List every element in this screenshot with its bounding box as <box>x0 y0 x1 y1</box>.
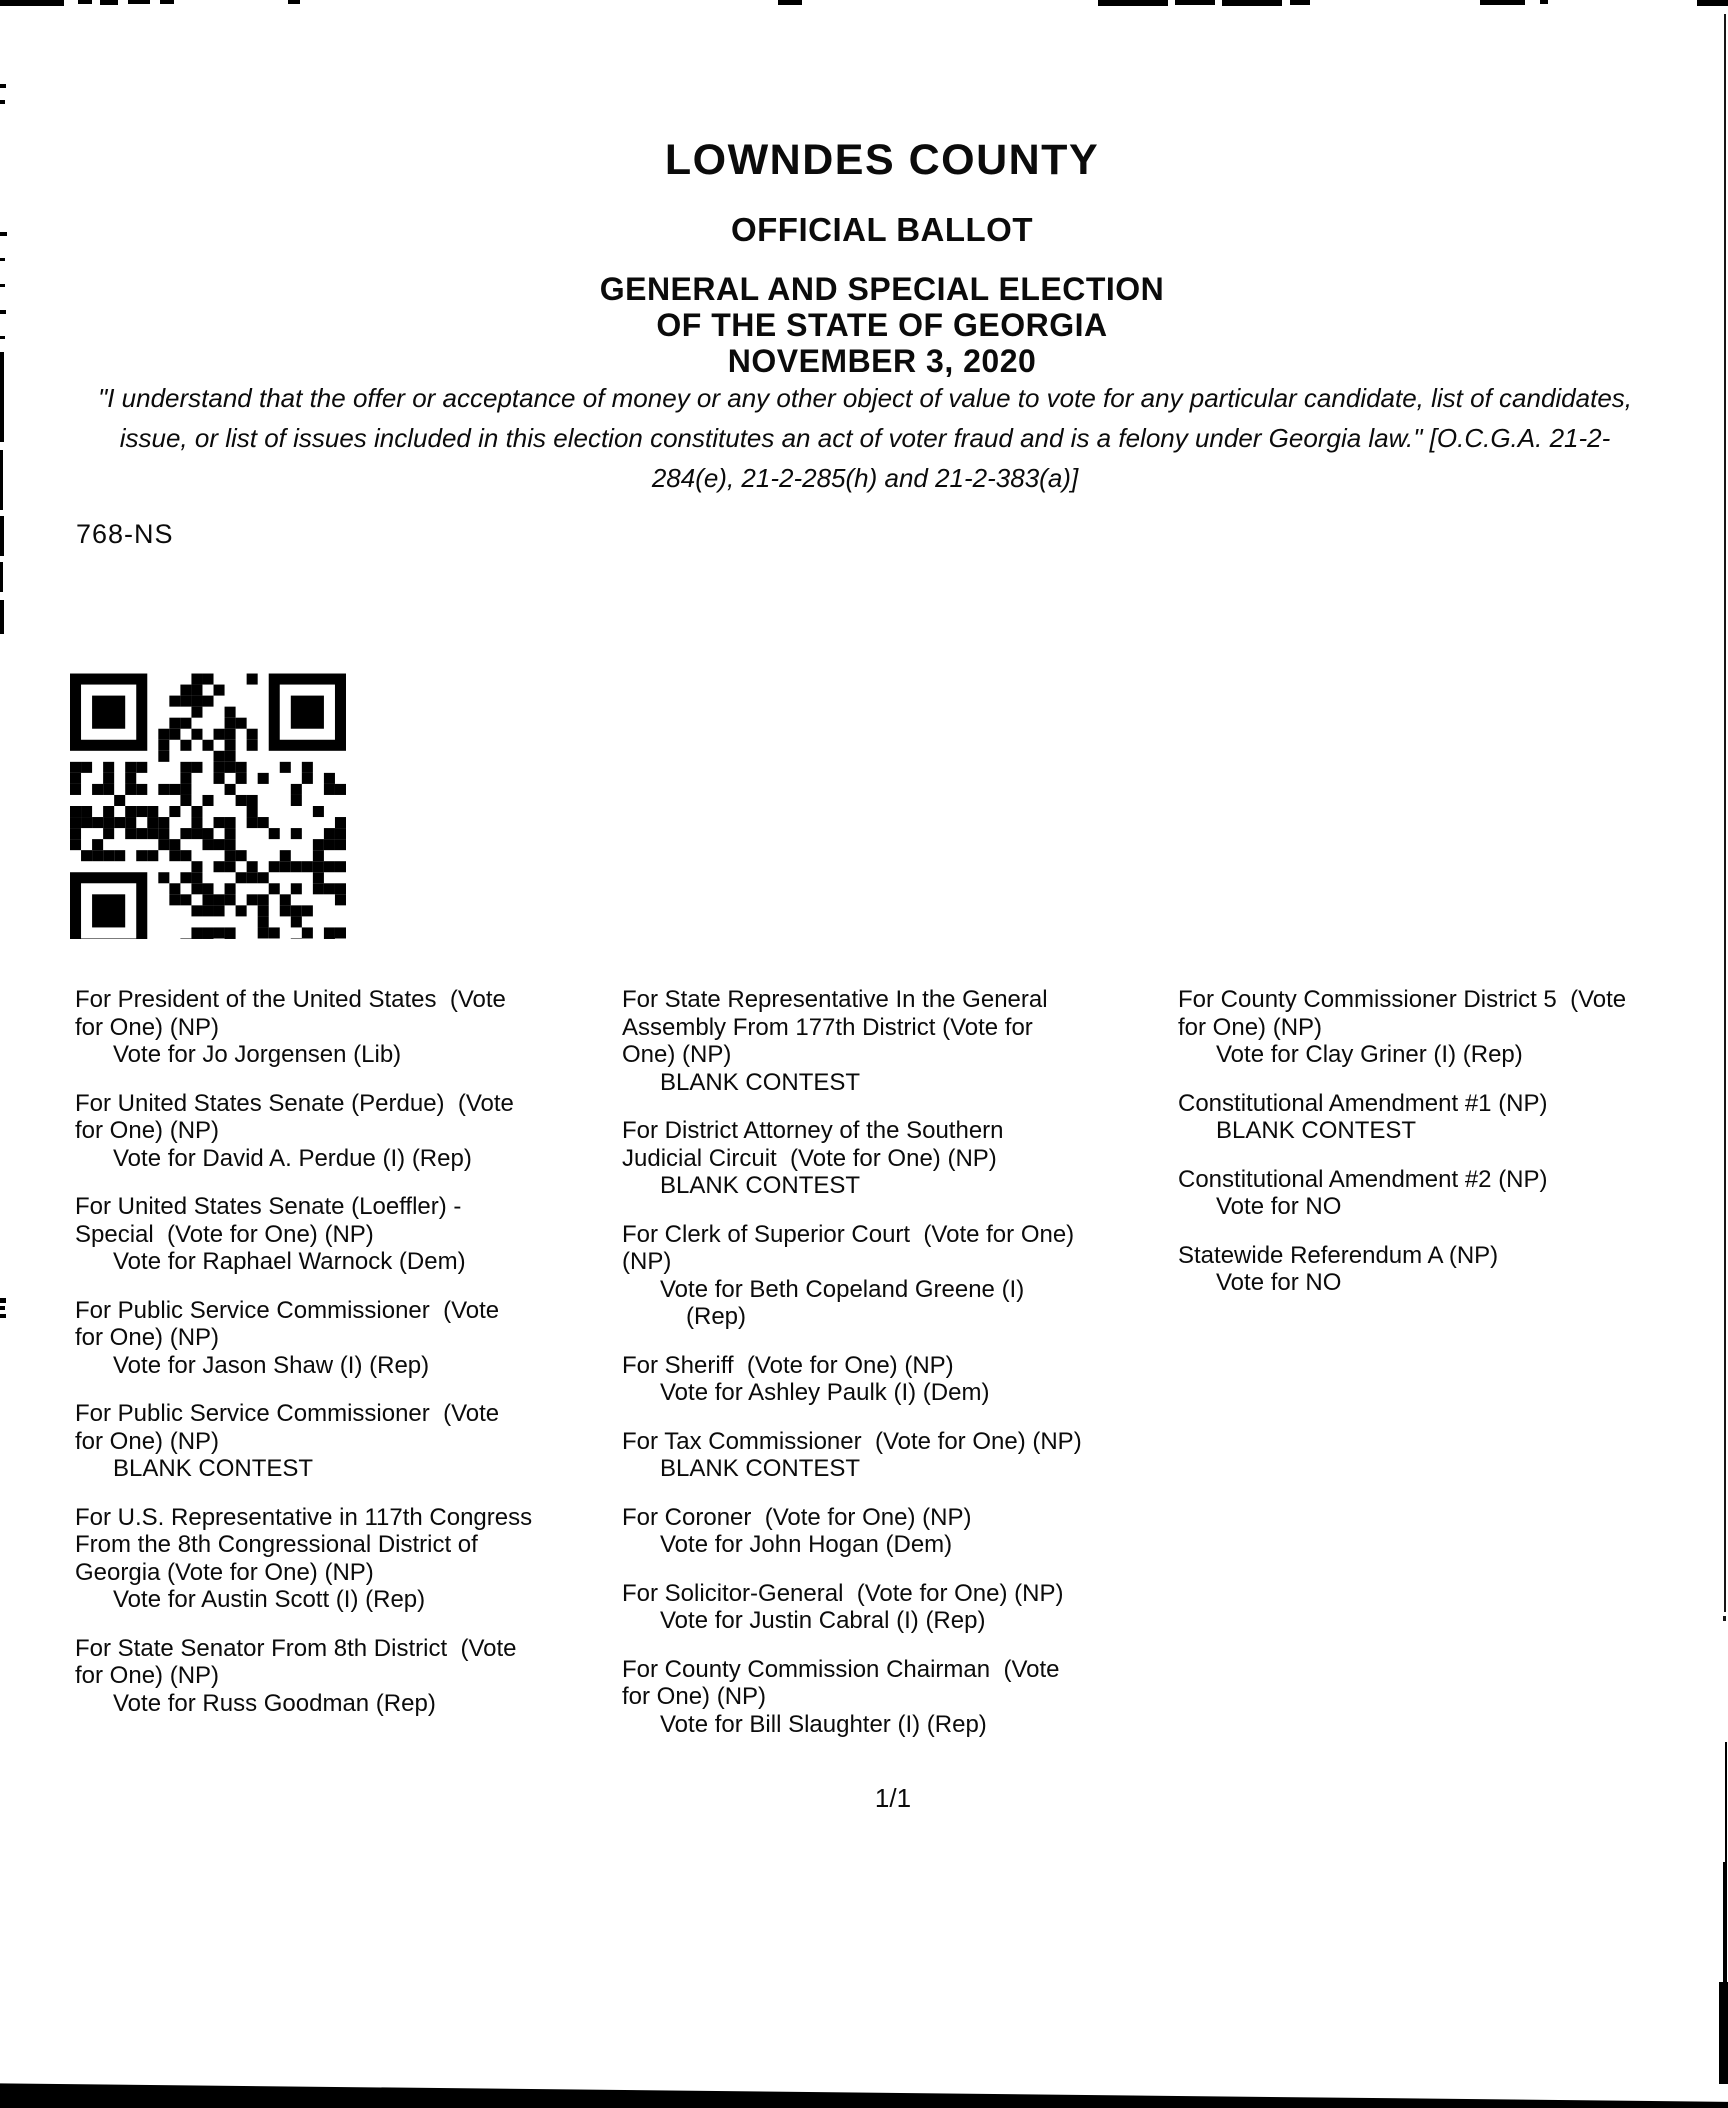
contest-selection: Vote for Jason Shaw (I) (Rep) <box>113 1351 430 1379</box>
contest-statewide-referendum-a <box>1178 1242 1728 1297</box>
contest-title-line: Georgia (Vote for One) (NP) <box>75 1558 374 1586</box>
contest-county-commissioner-d5 <box>1178 986 1728 1069</box>
contest-title-line: For United States Senate (Loeffler) - <box>75 1193 462 1220</box>
contest-title-line: (NP) <box>622 1248 672 1275</box>
contest-selection: Vote for John Hogan (Dem) <box>660 1531 953 1558</box>
contest-selection: Vote for Ashley Paulk (I) (Dem) <box>660 1379 990 1406</box>
contest-title-line: For Clerk of Superior Court (Vote for One) <box>622 1220 1075 1248</box>
contest-selection: Vote for NO <box>1216 1193 1342 1220</box>
contest-solicitor-general <box>622 1580 1167 1635</box>
contest-selection: Vote for Austin Scott (I) (Rep) <box>113 1586 426 1613</box>
election-title-line: GENERAL AND SPECIAL ELECTION <box>599 271 1165 307</box>
contest-psc-1 <box>75 1297 615 1380</box>
contest-state-senator <box>75 1635 615 1718</box>
contest-title-line: Assembly From 177th District (Vote for <box>622 1013 1033 1041</box>
ballot-header <box>36 136 1728 379</box>
contest-selection: Vote for David A. Perdue (I) (Rep) <box>113 1144 472 1172</box>
contest-county-commission-chairman <box>622 1656 1167 1739</box>
contest-title-line: For County Commissioner District 5 (Vote <box>1178 986 1627 1013</box>
ballot-column-1 <box>75 986 615 1738</box>
contest-selection: Vote for Raphael Warnock (Dem) <box>113 1248 466 1275</box>
contest-selection: Vote for Justin Cabral (I) (Rep) <box>660 1607 986 1634</box>
contest-selection: BLANK CONTEST <box>1216 1117 1417 1144</box>
contest-selection: Vote for Beth Copeland Greene (I) <box>660 1275 1025 1303</box>
contest-president <box>75 986 615 1069</box>
contest-title-line: Judicial Circuit (Vote for One) (NP) <box>622 1144 997 1172</box>
scan-artifact-right-lower <box>1725 1742 1727 1864</box>
contest-selection: BLANK CONTEST <box>113 1455 314 1482</box>
contest-title-line: for One) (NP) <box>75 1117 220 1144</box>
contest-title-line: One) (NP) <box>622 1041 732 1068</box>
scan-artifact-bottom-band <box>0 2080 1728 2108</box>
contest-title-line: For President of the United States (Vote <box>75 986 506 1013</box>
contest-selection: Vote for Bill Slaughter (I) (Rep) <box>660 1710 987 1738</box>
contest-selection: BLANK CONTEST <box>660 1455 861 1482</box>
contest-us-senate-perdue <box>75 1090 615 1173</box>
contest-title-line: For Solicitor-General (Vote for One) (NP) <box>622 1579 1064 1607</box>
contest-title-line: Constitutional Amendment #1 (NP) <box>1178 1089 1548 1117</box>
page-number: 1/1 <box>874 1783 912 1813</box>
scan-artifact-right-lower <box>1723 1862 1727 1984</box>
contest-title-line: For Tax Commissioner (Vote for One) (NP) <box>622 1427 1082 1455</box>
ballot-style-code: 768-NS <box>76 519 174 549</box>
voter-fraud-disclaimer: "I understand that the offer or acceptance of money or any other object of value to vote for any particular candidate, list of candidates, issue, or list of issues included in this election constitutes an act of voter fraud and is a felony under Georgia law." [O.C.G.A. 21-2-284(e), 21-2-285(h) and 21-2-383(a)] <box>97 383 1633 493</box>
contest-title-line: Statewide Referendum A (NP) <box>1178 1241 1499 1269</box>
qr-code <box>70 673 346 939</box>
contest-selection: Vote for Russ Goodman (Rep) <box>113 1689 436 1717</box>
contest-us-senate-loeffler <box>75 1193 615 1276</box>
contest-us-rep-117th <box>75 1504 615 1614</box>
contest-selection: BLANK CONTEST <box>660 1172 861 1199</box>
scan-artifact-right-dot <box>1723 1616 1726 1621</box>
election-title <box>36 271 1728 379</box>
contest-title-line: for One) (NP) <box>75 1427 220 1455</box>
ballot-type-title: OFFICIAL BALLOT <box>730 211 1034 248</box>
contest-title-line: Constitutional Amendment #2 (NP) <box>1178 1165 1548 1193</box>
scan-artifact-right-lower <box>1719 1982 1728 2084</box>
contest-title-line: For Public Service Commissioner (Vote <box>75 1296 500 1324</box>
ballot-column-3 <box>1178 986 1728 1318</box>
contest-title-line: From the 8th Congressional District of <box>75 1531 478 1558</box>
contest-tax-commissioner <box>622 1428 1167 1483</box>
contest-title-line: for One) (NP) <box>622 1683 767 1710</box>
contest-title-line: for One) (NP) <box>75 1662 220 1689</box>
contest-title-line: For Public Service Commissioner (Vote <box>75 1400 500 1427</box>
contest-district-attorney <box>622 1117 1167 1200</box>
contest-title-line: For State Representative In the General <box>622 986 1048 1013</box>
contest-sheriff <box>622 1352 1167 1407</box>
election-title-line: OF THE STATE OF GEORGIA <box>656 307 1108 343</box>
contest-coroner <box>622 1504 1167 1559</box>
contest-title-line: For District Attorney of the Southern <box>622 1117 1004 1144</box>
contest-selection: Vote for Clay Griner (I) (Rep) <box>1216 1041 1523 1068</box>
contest-selection: Vote for NO <box>1216 1269 1342 1296</box>
contest-title-line: For Sheriff (Vote for One) (NP) <box>622 1351 954 1379</box>
contest-psc-2 <box>75 1400 615 1483</box>
contest-constitutional-amendment-1 <box>1178 1090 1728 1145</box>
contest-title-line: for One) (NP) <box>75 1324 220 1351</box>
contest-state-rep-177th <box>622 986 1167 1096</box>
election-title-line: NOVEMBER 3, 2020 <box>727 343 1037 379</box>
contest-clerk-superior-court <box>622 1221 1167 1331</box>
contest-title-line: For State Senator From 8th District (Vote <box>75 1634 517 1662</box>
contest-title-line: For Coroner (Vote for One) (NP) <box>622 1503 972 1531</box>
contest-selection: BLANK CONTEST <box>660 1068 861 1096</box>
contest-title-line: for One) (NP) <box>75 1013 220 1041</box>
contest-title-line: For County Commission Chairman (Vote <box>622 1655 1060 1683</box>
county-title: LOWNDES COUNTY <box>664 136 1100 184</box>
contest-title-line: Special (Vote for One) (NP) <box>75 1220 374 1248</box>
contest-selection-wrap: (Rep) <box>686 1303 747 1330</box>
contest-title-line: For U.S. Representative in 117th Congress <box>75 1503 533 1531</box>
contest-selection: Vote for Jo Jorgensen (Lib) <box>113 1041 402 1068</box>
contest-title-line: For United States Senate (Perdue) (Vote <box>75 1089 514 1117</box>
contest-title-line: for One) (NP) <box>1178 1013 1323 1041</box>
ballot-column-2 <box>622 986 1167 1759</box>
contest-constitutional-amendment-2 <box>1178 1166 1728 1221</box>
